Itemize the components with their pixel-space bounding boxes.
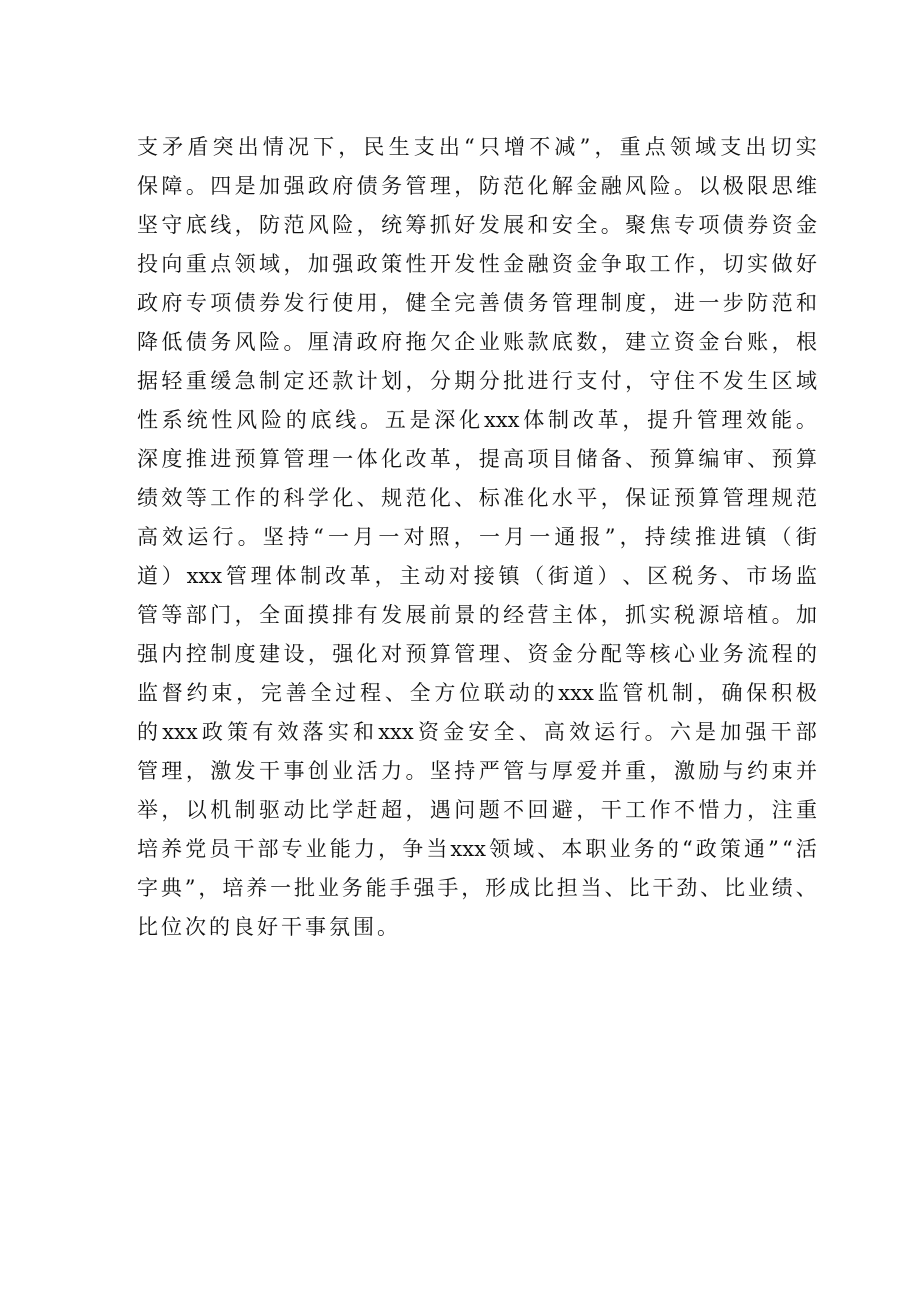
text-line: 支 矛 盾 突 出 情 况 下 ， 民 生 支 出 “ 只 增 不 减 ” ， 重 点 领 域 支 出 切 实 [137, 135, 817, 159]
text-line: 举 ， 以 机 制 驱 动 比 学 赶 超 ， 遇 问 题 不 回 避 ， 干 工 作 不 惜 力 ， 注 重 [137, 798, 817, 822]
text-line: 管 等 部 门 ， 全 面 摸 排 有 发 展 前 景 的 经 营 主 体 ， 抓 实 税 源 培 植 。 加 [137, 603, 817, 627]
text-line: 监 督 约 束 ， 完 善 全 过 程 、 全 方 位 联 动 的 xxx 监 管 机 制 ， 确 保 积 极 [137, 681, 817, 705]
text-line: 的 xxx 政 策 有 效 落 实 和 xxx 资 金 安 全 、 高 效 运 行 。 六 是 加 强 干 部 [137, 720, 817, 744]
text-line: 高 效 运 行 。 坚 持 “ 一 月 一 对 照 ， 一 月 一 通 报 ” ， 持 续 推 进 镇 （ 街 [137, 525, 817, 549]
text-line: 培 养 党 员 干 部 专 业 能 力 ， 争 当 xxx 领 域 、 本 职 业 务 的 “ 政 策 通 ” “ 活 [137, 837, 817, 861]
text-line: 坚 守 底 线 ， 防 范 风 险 ， 统 筹 抓 好 发 展 和 安 全 。 聚 焦 专 项 债 券 资 金 [137, 213, 817, 237]
text-line: 绩 效 等 工 作 的 科 学 化 、 规 范 化 、 标 准 化 水 平 ， 保 证 预 算 管 理 规 范 [137, 486, 817, 510]
text-line: 降 低 债 务 风 险 。 厘 清 政 府 拖 欠 企 业 账 款 底 数 ， 建 立 资 金 台 账 ， 根 [137, 330, 817, 354]
text-line: 政 府 专 项 债 券 发 行 使 用 ， 健 全 完 善 债 务 管 理 制 度 ， 进 一 步 防 范 和 [137, 291, 817, 315]
text-line: 道 ） xxx 管 理 体 制 改 革 ， 主 动 对 接 镇 （ 街 道 ） 、 区 税 务 、 市 场 监 [137, 564, 817, 588]
body-text [137, 128, 817, 947]
text-line: 深 度 推 进 预 算 管 理 一 体 化 改 革 ， 提 高 项 目 储 备 、 预 算 编 审 、 预 算 [137, 447, 817, 471]
text-line: 保 障 。 四 是 加 强 政 府 债 务 管 理 ， 防 范 化 解 金 融 风 险 。 以 极 限 思 维 [137, 174, 817, 198]
text-line: 比 位 次 的 良 好 干 事 氛 围 。 [137, 915, 398, 939]
text-line: 据 轻 重 缓 急 制 定 还 款 计 划 ， 分 期 分 批 进 行 支 付 ， 守 住 不 发 生 区 域 [137, 369, 817, 393]
text-line: 强 内 控 制 度 建 设 ， 强 化 对 预 算 管 理 、 资 金 分 配 等 核 心 业 务 流 程 的 [137, 642, 817, 666]
text-line: 字 典 ” ， 培 养 一 批 业 务 能 手 强 手 ， 形 成 比 担 当 、 比 干 劲 、 比 业 绩 、 [137, 876, 817, 900]
text-line: 投 向 重 点 领 域 ， 加 强 政 策 性 开 发 性 金 融 资 金 争 取 工 作 ， 切 实 做 好 [137, 252, 817, 276]
text-line: 性 系 统 性 风 险 的 底 线 。 五 是 深 化 xxx 体 制 改 革 ， 提 升 管 理 效 能 。 [137, 408, 817, 432]
text-line: 管 理 ， 激 发 干 事 创 业 活 力 。 坚 持 严 管 与 厚 爱 并 重 ， 激 励 与 约 束 并 [137, 759, 817, 783]
